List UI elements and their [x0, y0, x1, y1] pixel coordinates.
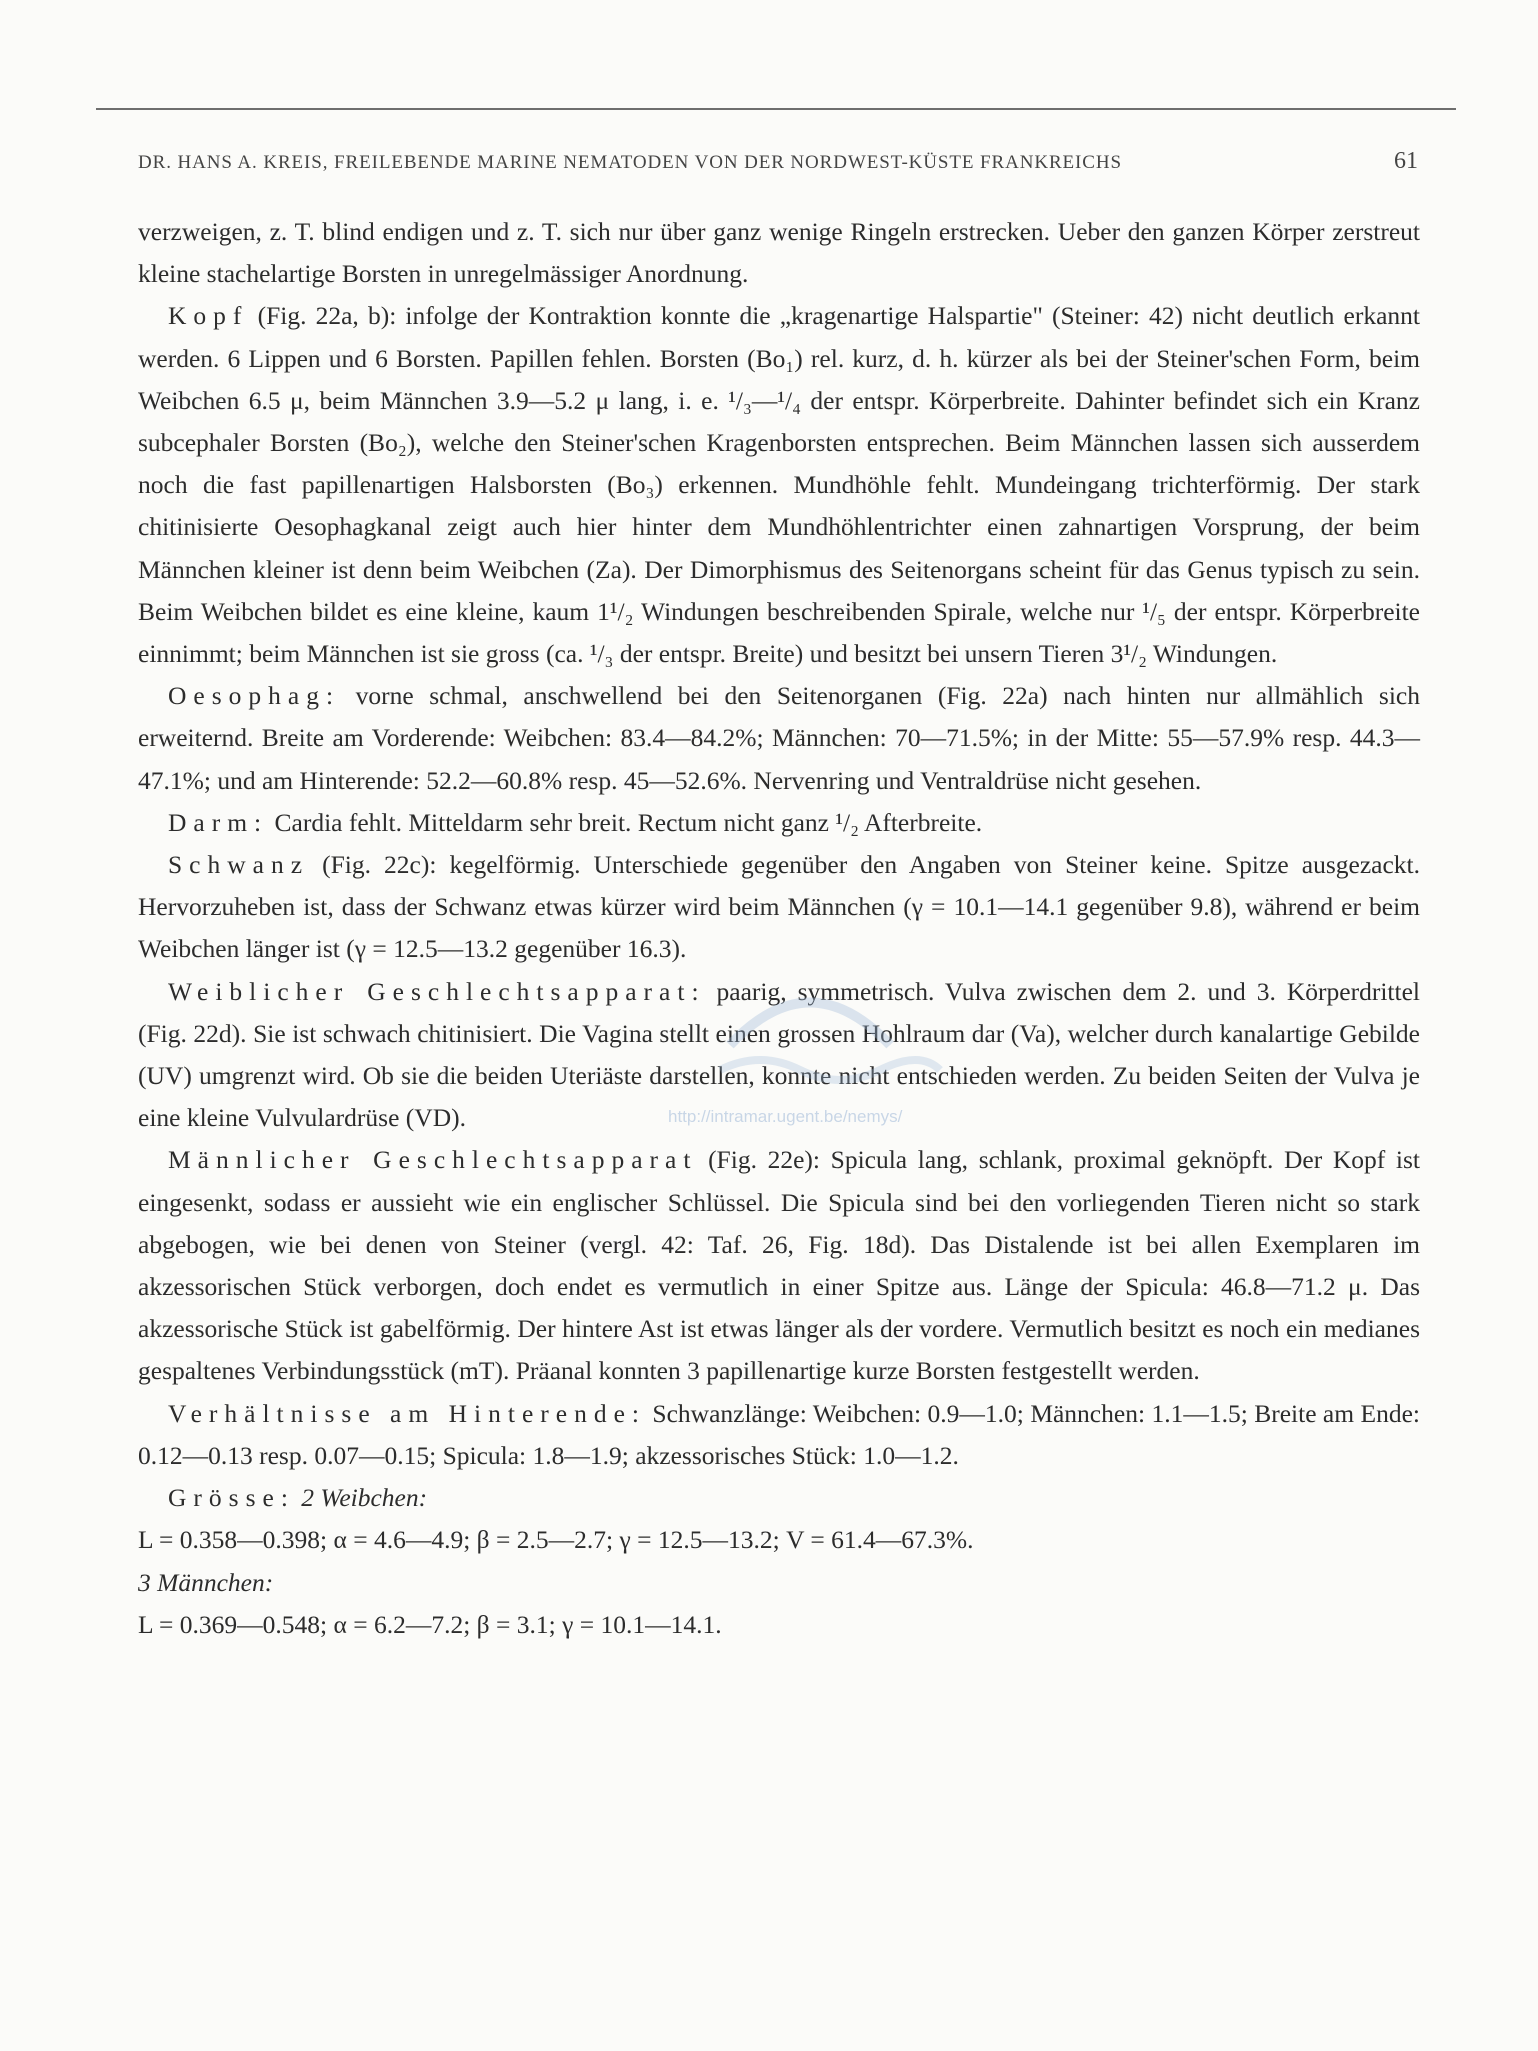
section-verhaeltnisse — [138, 1393, 1420, 1477]
section-weiblich — [138, 971, 1420, 1140]
section-text-oesophag: vorne schmal, anschwellend bei den Seitenorganen (Fig. 22a) nach hinten nur allmählich sich erweiternd. Breite am Vorderende: Weibchen: 83.4—84.2%; Männchen: 70—71.5%; in der Mitte: 55—57.9% resp. 44.3—47.1%; und am Hinterende: 52.2—60.8% resp. 45—52.6%. Nervenring und Ventraldrüse nicht gesehen. — [138, 681, 1420, 795]
section-text-maennlich: (Fig. 22e): Spicula lang, schlank, proximal geknöpft. Der Kopf ist eingesenkt, sodass er aussieht wie ein englischer Schlüssel. Die Spicula sind bei den vorliegenden Tieren nicht so stark abgebogen, wie bei denen von Steiner (vergl. 42: Taf. 26, Fig. 18d). Das Distalende ist bei allen Exemplaren im akzessorischen Stück verborgen, doch endet es vermutlich in einer Spitze aus. Länge der Spicula: 46.8—71.2 μ. Das akzessorische Stück ist gabelförmig. Der hintere Ast ist etwas länger als der vordere. Vermutlich besitzt es noch ein medianes gespaltenes Verbindungsstück (mT). Präanal konnten 3 papillenartige kurze Borsten festgestellt werden. — [138, 1145, 1420, 1386]
header-rule — [96, 108, 1456, 110]
section-text-weiblich: paarig, symmetrisch. Vulva zwischen dem 2. und 3. Körperdrittel (Fig. 22d). Sie ist schwach chitinisiert. Die Vagina stellt einen grossen Hohlraum dar (Va), welcher durch kanalartige Gebilde (UV) umgrenzt wird. Ob sie die beiden Uteriäste darstellen, konnte nicht entschieden werden. Zu beiden Seiten der Vulva je eine kleine Vulvulardrüse (VD). — [138, 976, 1421, 1133]
section-text-verhaeltnisse: Schwanzlänge: Weibchen: 0.9—1.0; Männchen: 1.1—1.5; Breite am Ende: 0.12—0.13 resp. 0.07—0.15; Spicula: 1.8—1.9; akzessorisches Stück: 1.0—1.2. — [138, 1398, 1420, 1470]
section-kopf — [138, 295, 1420, 675]
groesse-female-row — [138, 1477, 1420, 1519]
watermark-text: http://intramar.ugent.be/nemys/ — [668, 1107, 903, 1126]
section-heading-darm: Darm: — [168, 807, 269, 837]
section-text-schwanz: (Fig. 22c): kegelförmig. Unterschiede gegenüber den Angaben von Steiner keine. Spitze ausgezackt. Hervorzuheben ist, dass der Schwanz etwas kürzer wird beim Männchen (γ = 10.1—14.1 gegenüber 9.8), während er beim Weibchen länger ist (γ = 12.5—13.2 gegenüber 16.3). — [138, 850, 1420, 964]
section-heading-groesse: Grösse: — [168, 1483, 295, 1513]
section-schwanz — [138, 844, 1420, 971]
section-heading-oesophag: Oesophag: — [168, 681, 341, 711]
running-title: DR. HANS A. KREIS, FREILEBENDE MARINE NEMATODEN VON DER NORDWEST-KÜSTE FRANKREICHS — [138, 152, 1122, 173]
section-maennlich — [138, 1139, 1420, 1392]
section-heading-schwanz: Schwanz — [168, 850, 310, 880]
body-text — [138, 211, 1420, 1646]
paragraph-continuation: verzweigen, z. T. blind endigen und z. T. sich nur über ganz wenige Ringeln erstrecken. Ueber den ganzen Körper zerstreut kleine stachelartige Borsten in unregelmässiger Anordnung. — [138, 217, 1420, 289]
section-heading-weiblich: Weiblicher Geschlechtsapparat: — [168, 976, 706, 1006]
male-label: 3 Männchen: — [138, 1567, 274, 1597]
running-header — [138, 148, 1418, 180]
female-label: 2 Weibchen: — [301, 1483, 428, 1513]
section-oesophag — [138, 675, 1420, 802]
page-number: 61 — [1394, 148, 1418, 174]
section-text-darm: Cardia fehlt. Mitteldarm sehr breit. Rectum nicht ganz ¹/₂ Afterbreite. — [268, 807, 983, 837]
section-text-kopf: (Fig. 22a, b): infolge der Kontraktion konnte die „kragenartige Halspartie" (Steiner: 42) nicht deutlich erkannt werden. 6 Lippen und 6 Borsten. Papillen fehlen. Borsten (Bo₁) rel. kurz, d. h. kürzer als bei der Steiner'schen Form, beim Weibchen 6.5 μ, beim Männchen 3.9—5.2 μ lang, i. e. ¹/₃—¹/₄ der entspr. Körperbreite. Dahinter befindet sich ein Kranz subcephaler Borsten (Bo₂), welche den Steiner'schen Kragenborsten entsprechen. Beim Männchen lassen sich ausserdem noch die fast papillenartigen Halsborsten (Bo₃) erkennen. Mundhöhle fehlt. Mundeingang trichterförmig. Der stark chitinisierte Oesophagkanal zeigt auch hier hinter dem Mundhöhlentrichter einen zahnartigen Vorsprung, der beim Männchen kleiner ist denn beim Weibchen (Za). Der Dimorphismus des Seitenorgans scheint für das Genus typisch zu sein. Beim Weibchen bildet es eine kleine, kaum 1¹/₂ Windungen beschreibenden Spirale, welche nur ¹/₅ der entspr. Körperbreite einnimmt; beim Männchen ist sie gross (ca. ¹/₃ der entspr. Breite) und besitzt bei unsern Tieren 3¹/₂ Windungen. — [138, 301, 1420, 669]
section-darm — [138, 802, 1420, 844]
section-groesse — [138, 1477, 1420, 1646]
section-heading-verhaeltnisse: Verhältnisse am Hinterende: — [168, 1398, 646, 1428]
female-values: L = 0.358—0.398; α = 4.6—4.9; β = 2.5—2.7; γ = 12.5—13.2; V = 61.4—67.3%. — [138, 1525, 974, 1555]
section-heading-maennlich: Männlicher Geschlechtsapparat — [168, 1145, 698, 1175]
male-values: L = 0.369—0.548; α = 6.2—7.2; β = 3.1; γ = 10.1—14.1. — [138, 1609, 722, 1639]
section-heading-kopf: Kopf — [168, 301, 249, 331]
